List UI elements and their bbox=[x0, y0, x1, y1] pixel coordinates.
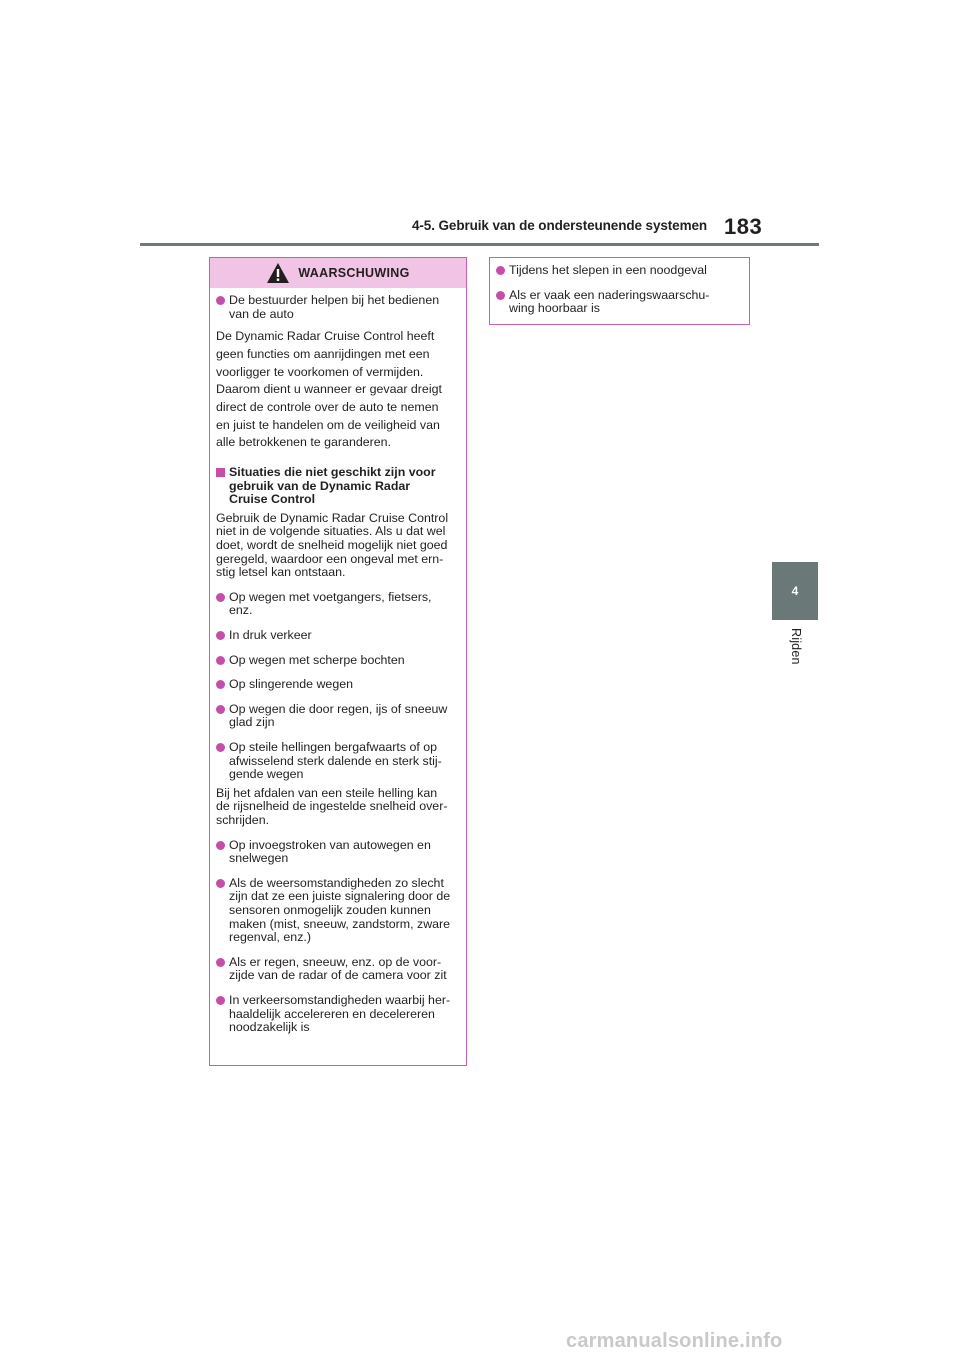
list-item-text: Als er vaak een naderingswaarschu- wing hoorbaar is bbox=[509, 287, 710, 316]
page-number: 183 bbox=[724, 214, 763, 239]
section-heading bbox=[216, 466, 460, 507]
list-item bbox=[216, 741, 460, 782]
bullet-dot-icon bbox=[216, 680, 225, 689]
list-item bbox=[216, 629, 460, 643]
warning-triangle-icon bbox=[266, 262, 290, 284]
section-square-icon bbox=[216, 468, 225, 477]
list-item bbox=[216, 591, 460, 618]
list-item-text: In druk verkeer bbox=[229, 628, 312, 643]
list-item bbox=[496, 264, 743, 278]
bullet-dot-icon bbox=[216, 593, 225, 602]
bullet-dot-icon bbox=[216, 879, 225, 888]
chapter-label: Rijden bbox=[789, 628, 803, 665]
chapter-number: 4 bbox=[791, 584, 799, 598]
slope-note: Bij het afdalen van een steile helling kan de rijsnelheid de ingestelde snelheid over- schrijden. bbox=[216, 785, 448, 827]
intro-paragraph: De Dynamic Radar Cruise Control heeft geen functies om aanrijdingen met een voorligger te voorkomen of vermijden. Daarom dient u wanneer er gevaar dreigt direct de controle over de auto te nemen en juist te handelen om de veiligheid van alle betrokkenen te garanderen. bbox=[216, 329, 442, 450]
list-item bbox=[216, 678, 460, 692]
bullet-dot-icon bbox=[216, 841, 225, 850]
list-item bbox=[216, 956, 460, 983]
bullet-dot-icon bbox=[216, 705, 225, 714]
watermark: carmanualsonline.info bbox=[566, 1330, 783, 1352]
list-item bbox=[216, 877, 460, 945]
bullet-dot-icon bbox=[216, 958, 225, 967]
warning-body bbox=[210, 288, 466, 1035]
warning-box bbox=[209, 257, 467, 1066]
section-title: 4-5. Gebruik van de ondersteunende systemen bbox=[412, 218, 708, 233]
list-item-text: Op invoegstroken van autowegen en snelwegen bbox=[229, 837, 431, 866]
list-item-text: Op steile hellingen bergafwaarts of op afwisselend sterk dalende en sterk stij- gende wegen bbox=[229, 740, 442, 782]
chapter-tab[interactable] bbox=[772, 562, 818, 620]
list-item bbox=[496, 289, 743, 316]
list-item bbox=[216, 654, 460, 668]
bullet-dot-icon bbox=[216, 296, 225, 305]
list-item-text: Op slingerende wegen bbox=[229, 677, 353, 692]
bullet-dot-icon bbox=[216, 996, 225, 1005]
bullet-dot-icon bbox=[216, 656, 225, 665]
list-item bbox=[216, 294, 460, 321]
list-item bbox=[216, 994, 460, 1035]
list-item-text: In verkeersomstandigheden waarbij her- haaldelijk accelereren en decelereren noodzakelijk is bbox=[229, 992, 451, 1035]
warning-header bbox=[210, 258, 466, 288]
bullet-dot-icon bbox=[216, 743, 225, 752]
header-divider bbox=[140, 243, 819, 246]
intro-bullet-text: De bestuurder helpen bij het bedienen van de auto bbox=[229, 293, 440, 321]
list-item-text: Op wegen met voetgangers, fietsers, enz. bbox=[229, 589, 432, 618]
list-item-text: Op wegen die door regen, ijs of sneeuw glad zijn bbox=[229, 701, 448, 730]
list-item-text: Als de weersomstandigheden zo slecht zijn dat ze een juiste signalering door de sensoren onmogelijk zouden kunnen maken (mist, sneeuw, zandstorm, zware regenval, enz.) bbox=[229, 875, 451, 945]
list-item bbox=[216, 839, 460, 866]
continued-warning-box bbox=[489, 257, 750, 325]
section-paragraph: Gebruik de Dynamic Radar Cruise Control niet in de volgende situaties. Als u dat wel doet, wordt de snelheid mogelijk niet goed geregeld, waardoor een ongeval met ern- stig letsel kan ontstaan. bbox=[216, 510, 449, 580]
list-item-text: Op wegen met scherpe bochten bbox=[229, 652, 405, 667]
bullet-dot-icon bbox=[496, 266, 505, 275]
bullet-dot-icon bbox=[496, 291, 505, 300]
list-item-text: Tijdens het slepen in een noodgeval bbox=[509, 263, 707, 277]
bullet-dot-icon bbox=[216, 631, 225, 640]
warning-title: WAARSCHUWING bbox=[298, 266, 410, 280]
list-item bbox=[216, 703, 460, 730]
section-heading-text: Situaties die niet geschikt zijn voor gebruik van de Dynamic Radar Cruise Control bbox=[229, 465, 436, 507]
list-item-text: Als er regen, sneeuw, enz. op de voor- zijde van de radar of de camera voor zit bbox=[229, 954, 447, 983]
